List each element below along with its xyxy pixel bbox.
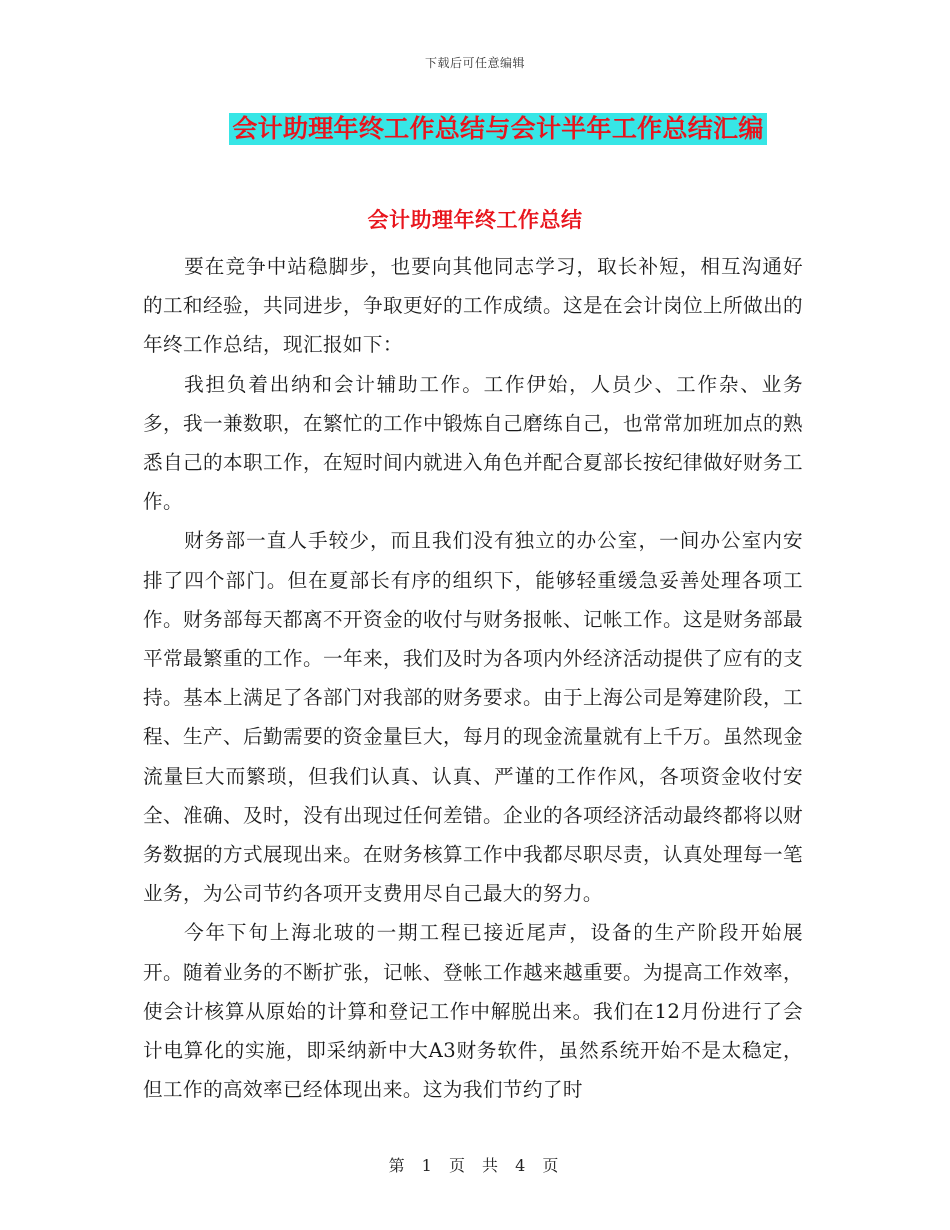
body-paragraph: 我担负着出纳和会计辅助工作。工作伊始，人员少、工作杂、业务多，我一兼数职，在繁忙的工作中锻炼自己磨练自己，也常常加班加点的熟悉自己的本职工作，在短时间内就进入角色并配合夏部长按纪律做好财务工作。 [143, 372, 803, 514]
body-paragraph: 财务部一直人手较少，而且我们没有独立的办公室，一间办公室内安排了四个部门。但在夏部长有序的组织下，能够轻重缓急妥善处理各项工作。财务部每天都离不开资金的收付与财务报帐、记帐工作。这是财务部最平常最繁重的工作。一年来，我们及时为各项内外经济活动提供了应有的支持。基本上满足了各部门对我部的财务要求。由于上海公司是筹建阶段，工程、生产、后勤需要的资金量巨大，每月的现金流量就有上千万。虽然现金流量巨大而繁琐，但我们认真、认真、严谨的工作作风，各项资金收付安全、准确、及时，没有出现过任何差错。企业的各项经济活动最终都将以财务数据的方式展现出来。在财务核算工作中我都尽职尽责，认真处理每一笔业务，为公司节约各项开支费用尽自己最大的努力。 [143, 529, 803, 906]
body-paragraph: 要在竞争中站稳脚步，也要向其他同志学习，取长补短，相互沟通好的工和经验，共同进步，争取更好的工作成绩。这是在会计岗位上所做出的年终工作总结，现汇报如下： [143, 255, 803, 357]
body-paragraph: 今年下旬上海北玻的一期工程已接近尾声，设备的生产阶段开始展开。随着业务的不断扩张，记帐、登帐工作越来越重要。为提高工作效率，使会计核算从原始的计算和登记工作中解脱出来。我们在12月份进行了会计电算化的实施，即采纳新中大A3财务软件，虽然系统开始不是太稳定，但工作的高效率已经体现出来。这为我们节约了时 [143, 921, 803, 1102]
page-footer: 第 1 页 共 4 页 [388, 1156, 562, 1175]
document-body [143, 247, 803, 1109]
document-title: 会计助理年终工作总结与会计半年工作总结汇编 [229, 113, 766, 145]
document-title-container [0, 113, 950, 145]
header-note: 下载后可任意编辑 [424, 56, 525, 70]
section-title: 会计助理年终工作总结 [367, 207, 583, 232]
